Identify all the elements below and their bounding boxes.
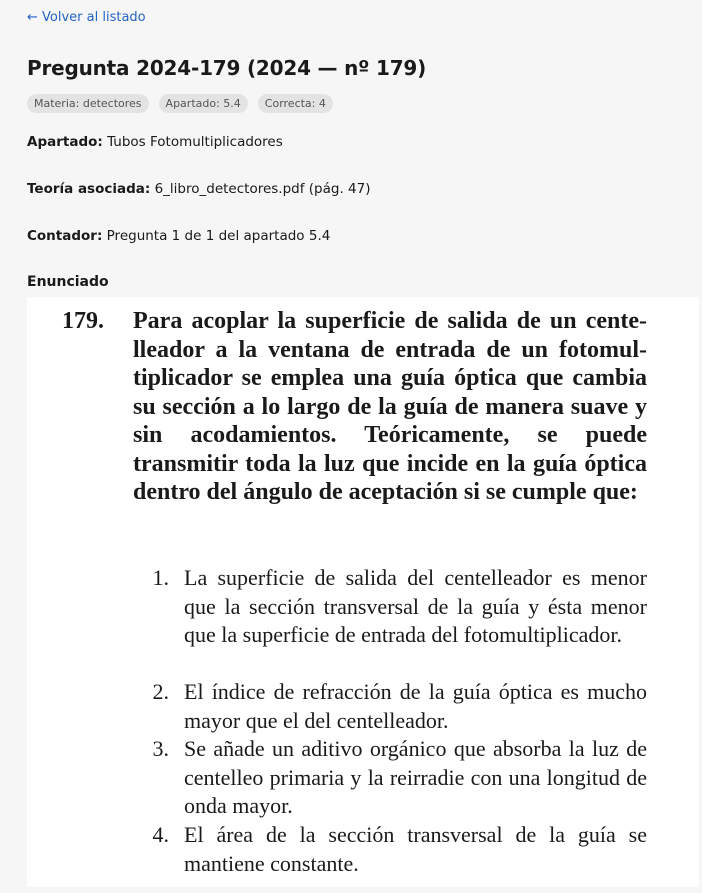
option-number: 1. — [152, 565, 169, 590]
option-text: La superficie de salida del centelleador es menor que la sección transversal de la guía y ésta menor que la superficie de entrada del fotomultiplicador. — [184, 565, 647, 647]
option-text: El índice de refracción de la guía óptica es mucho mayor que el del centelleador. — [184, 679, 647, 733]
page-title: Pregunta 2024-179 (2024 — nº 179) — [27, 56, 427, 80]
question-text: Para acoplar la superficie de salida de un centelleador a la ventana de entrada de un fotomultiplicador se emplea una guía óptica que cambia su sección a lo largo de la guía de manera suave y sin acodamientos. Teóricamente, se puede transmitir toda la luz que incide en la guía óptica dentro del ángulo de aceptación si se cumple que: — [133, 308, 647, 505]
statement-image — [27, 297, 699, 887]
contador-value: Pregunta 1 de 1 del apartado 5.4 — [106, 228, 331, 244]
badge-materia: Materia: detectores — [27, 94, 149, 113]
contador-label: Contador: — [27, 228, 103, 244]
option-text: El área de la sección transversal de la guía se mantiene constante. — [184, 822, 647, 876]
option-number: 2. — [152, 679, 169, 704]
apartado-value: Tubos Fotomultiplicadores — [107, 134, 283, 150]
apartado-label: Apartado: — [27, 134, 103, 150]
contador-row — [27, 228, 330, 244]
teoria-label: Teoría asociada: — [27, 181, 151, 197]
teoria-row — [27, 181, 370, 197]
option-number: 4. — [152, 822, 169, 847]
badge-apartado: Apartado: 5.4 — [159, 94, 248, 113]
option-text: Se añade un aditivo orgánico que absorba la luz de centelleo primaria y la reirradie con una longitud de onda mayor. — [184, 736, 647, 818]
apartado-row — [27, 134, 283, 150]
option-number: 3. — [152, 736, 169, 761]
enunciado-heading: Enunciado — [27, 274, 109, 290]
question-number: 179. — [62, 308, 104, 334]
badge-row — [27, 94, 333, 113]
teoria-value: 6_libro_detectores.pdf (pág. 47) — [154, 181, 371, 197]
back-to-list-link[interactable]: ← Volver al listado — [27, 10, 146, 25]
badge-correcta: Correcta: 4 — [258, 94, 333, 113]
